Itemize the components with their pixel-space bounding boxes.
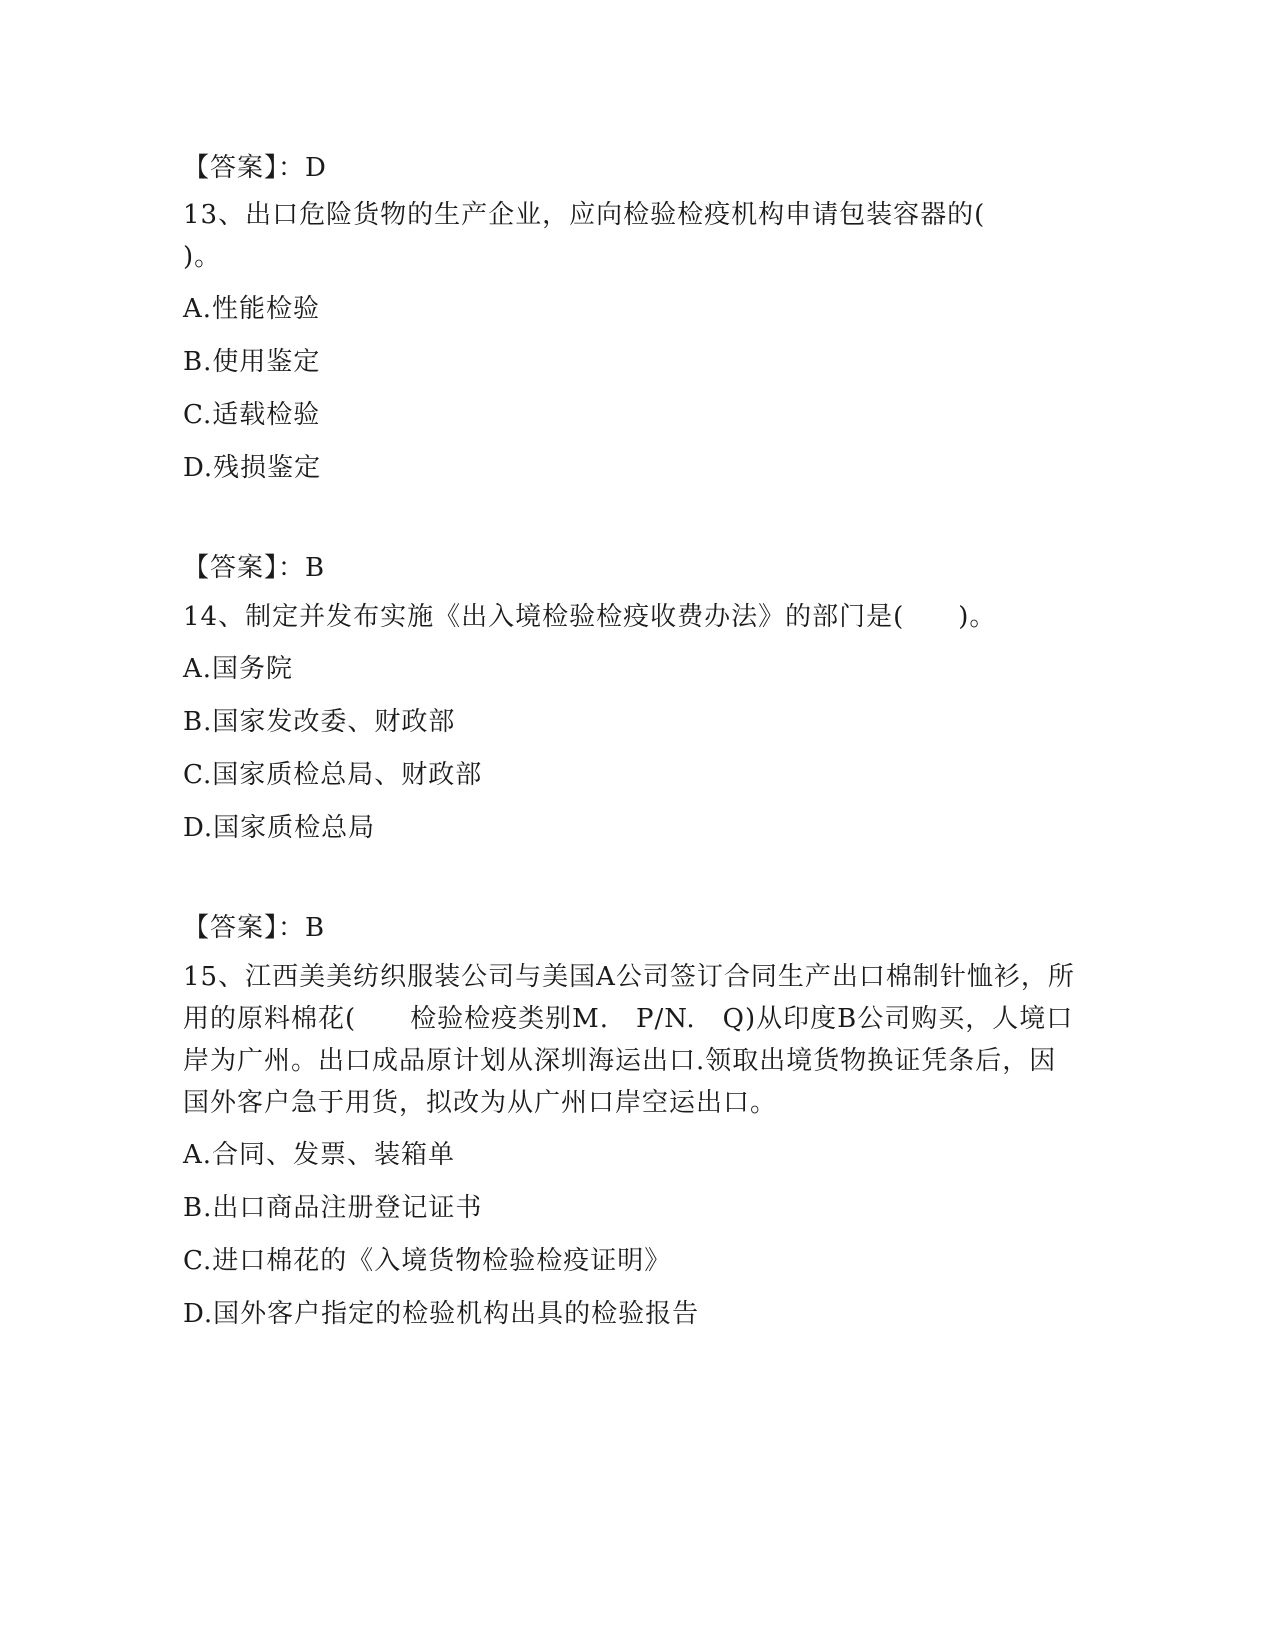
question-text: 14、制定并发布实施《出入境检验检疫收费办法》的部门是( )。 xyxy=(183,602,997,632)
block-spacer xyxy=(183,850,1083,906)
block-spacer xyxy=(183,490,1083,546)
answer-label: 【答案】：B xyxy=(183,913,326,943)
option-a: A.国务院 xyxy=(183,654,294,684)
question-block-13 xyxy=(183,146,1083,546)
option-d: D.残损鉴定 xyxy=(183,453,322,483)
question-text: 15、江西美美纺织服装公司与美国A公司签订合同生产出口棉制针恤衫，所用的原料棉花( 检验检疫类别M. P/N. Q)从印度B公司购买，人境口岸为广州。出口成品原计划从深圳海运出口.领取出境货物换证凭条后，因国外客户急于用货，拟改为从广州口岸空运出口。 xyxy=(183,962,1075,1118)
option-c: C.国家质检总局、财政部 xyxy=(183,760,483,790)
question-block-14 xyxy=(183,546,1083,906)
option-a: A.性能检验 xyxy=(183,294,321,324)
question-block-15 xyxy=(183,906,1083,1336)
answer-label: 【答案】：D xyxy=(183,153,327,183)
document-content xyxy=(183,146,1083,1336)
option-a: A.合同、发票、装箱单 xyxy=(183,1140,456,1170)
option-b: B.使用鉴定 xyxy=(183,347,321,377)
option-c: C.适载检验 xyxy=(183,400,321,430)
option-d: D.国外客户指定的检验机构出具的检验报告 xyxy=(183,1299,700,1329)
answer-label: 【答案】：B xyxy=(183,553,326,583)
option-c: C.进口棉花的《入境货物检验检疫证明》 xyxy=(183,1246,672,1276)
question-text: 13、出口危险货物的生产企业，应向检验检疫机构申请包装容器的( )。 xyxy=(183,200,986,272)
option-d: D.国家质检总局 xyxy=(183,813,376,843)
option-b: B.国家发改委、财政部 xyxy=(183,707,456,737)
option-b: B.出口商品注册登记证书 xyxy=(183,1193,483,1223)
